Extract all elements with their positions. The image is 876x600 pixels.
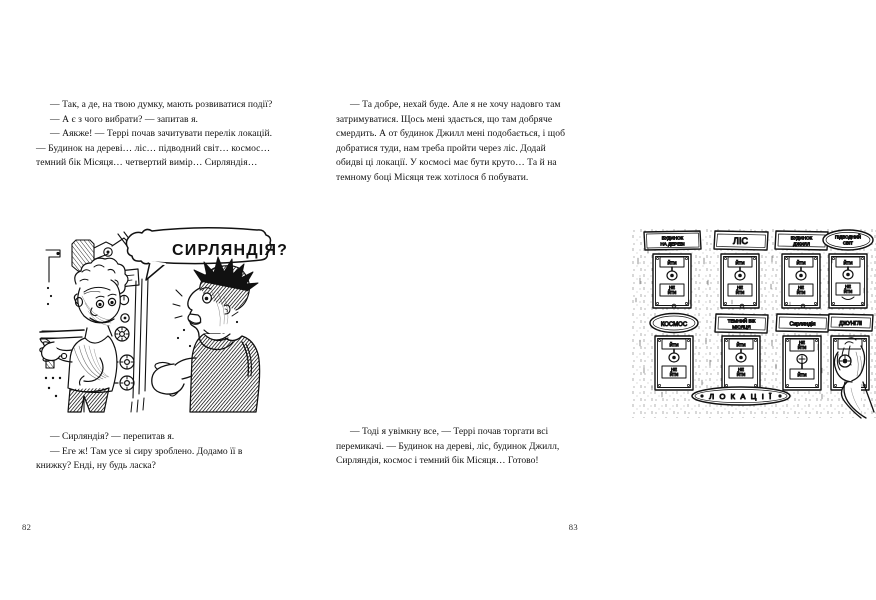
speech-bubble-text: СИРЛЯНДІЯ? xyxy=(172,242,289,259)
svg-text:ЙТИ: ЙТИ xyxy=(667,260,677,266)
svg-text:НЕ: НЕ xyxy=(737,285,743,290)
svg-text:ТЕМНИЙ БІК: ТЕМНИЙ БІК xyxy=(727,318,756,324)
svg-text:СВІТ: СВІТ xyxy=(842,240,854,246)
svg-text:ПІДВОДНИЙ: ПІДВОДНИЙ xyxy=(835,234,861,240)
panel-plaque-label: Л О К А Ц І Ї xyxy=(709,392,773,402)
paragraph: — Та добре, нехай буде. Але я не хочу надовго там затримуватися. Щось мені здається, що там добряче смердить. А от будинок Джилл мені подобається, і щоб добратися туди, нам треба пройти через ліс. Додай обидві ці локації. У космосі має бути круто… Та й на темному боці Місяця теж хотілося б побувати. xyxy=(336,99,568,183)
right-page-body-text xyxy=(336,98,574,185)
svg-text:ЛІС: ЛІС xyxy=(733,236,748,246)
illustration-locations-switch-panel xyxy=(632,228,876,418)
right-page-lower-text xyxy=(336,425,574,469)
paragraph: — А є з чого вибрати? — запитав я. xyxy=(50,113,198,125)
paragraph: — Еге ж! Там усе зі сиру зроблено. Додамо її в книжку? Енді, ну будь ласка? xyxy=(36,445,245,472)
svg-text:МІСЯЦЯ: МІСЯЦЯ xyxy=(732,324,751,330)
svg-text:НЕ: НЕ xyxy=(799,340,805,345)
svg-text:ЙТИ: ЙТИ xyxy=(735,260,745,266)
paragraph: — Тоді я увімкну все, — Террі почав торгати всі перемикачі. — Будинок на дереві, ліс, будинок Джилл, Сирляндія, космос і темний бік Місяця… Готово! xyxy=(336,426,562,467)
svg-text:ЙТИ: ЙТИ xyxy=(736,372,746,377)
svg-text:НЕ: НЕ xyxy=(671,367,677,372)
svg-text:Сирляндія: Сирляндія xyxy=(789,321,816,328)
svg-text:ЙТИ: ЙТИ xyxy=(667,290,677,295)
svg-text:БУДИНОК: БУДИНОК xyxy=(790,235,813,241)
paragraph: — Так, а де, на твою думку, мають розвиватися події? xyxy=(50,99,273,110)
page-number-left: 82 xyxy=(22,522,32,532)
paragraph: — Сирляндія? — перепитав я. xyxy=(50,431,175,442)
svg-text:НА ДЕРЕВІ: НА ДЕРЕВІ xyxy=(660,241,685,247)
svg-text:ЙТИ: ЙТИ xyxy=(797,345,807,350)
svg-text:ЙТИ: ЙТИ xyxy=(669,342,679,348)
svg-text:НЕ: НЕ xyxy=(845,284,851,289)
svg-text:ЙТИ: ЙТИ xyxy=(843,289,853,294)
paragraph: — Аякже! — Террі почав зачитувати перелік локацій. — Будинок на дереві… ліс… підводний світ… космос… темний бік Місяця… четвертий вимір… Сирляндія… xyxy=(36,128,275,169)
svg-text:ЙТИ: ЙТИ xyxy=(843,260,853,266)
left-page-body-text xyxy=(36,98,274,171)
illustration-two-boys-talking xyxy=(32,226,289,422)
page-number-right: 83 xyxy=(568,522,578,532)
svg-text:ЙТИ: ЙТИ xyxy=(736,342,746,348)
svg-text:НЕ: НЕ xyxy=(798,285,804,290)
svg-text:ЙТИ: ЙТИ xyxy=(669,372,679,377)
svg-text:ДЖИЛЛ: ДЖИЛЛ xyxy=(793,241,810,247)
left-page xyxy=(0,0,300,600)
left-page-lower-text xyxy=(36,430,274,474)
svg-text:ЙТИ: ЙТИ xyxy=(797,372,807,378)
svg-text:ЙТИ: ЙТИ xyxy=(796,290,806,295)
right-page xyxy=(300,0,862,600)
svg-text:ЙТИ: ЙТИ xyxy=(735,290,745,295)
svg-text:ЙТИ: ЙТИ xyxy=(796,260,806,266)
svg-text:НЕ: НЕ xyxy=(669,285,675,290)
svg-text:НЕ: НЕ xyxy=(738,367,744,372)
svg-text:КОСМОС: КОСМОС xyxy=(660,321,688,328)
svg-text:БУДИНОК: БУДИНОК xyxy=(661,235,684,241)
svg-text:ДЖУНГЛІ: ДЖУНГЛІ xyxy=(839,321,862,327)
